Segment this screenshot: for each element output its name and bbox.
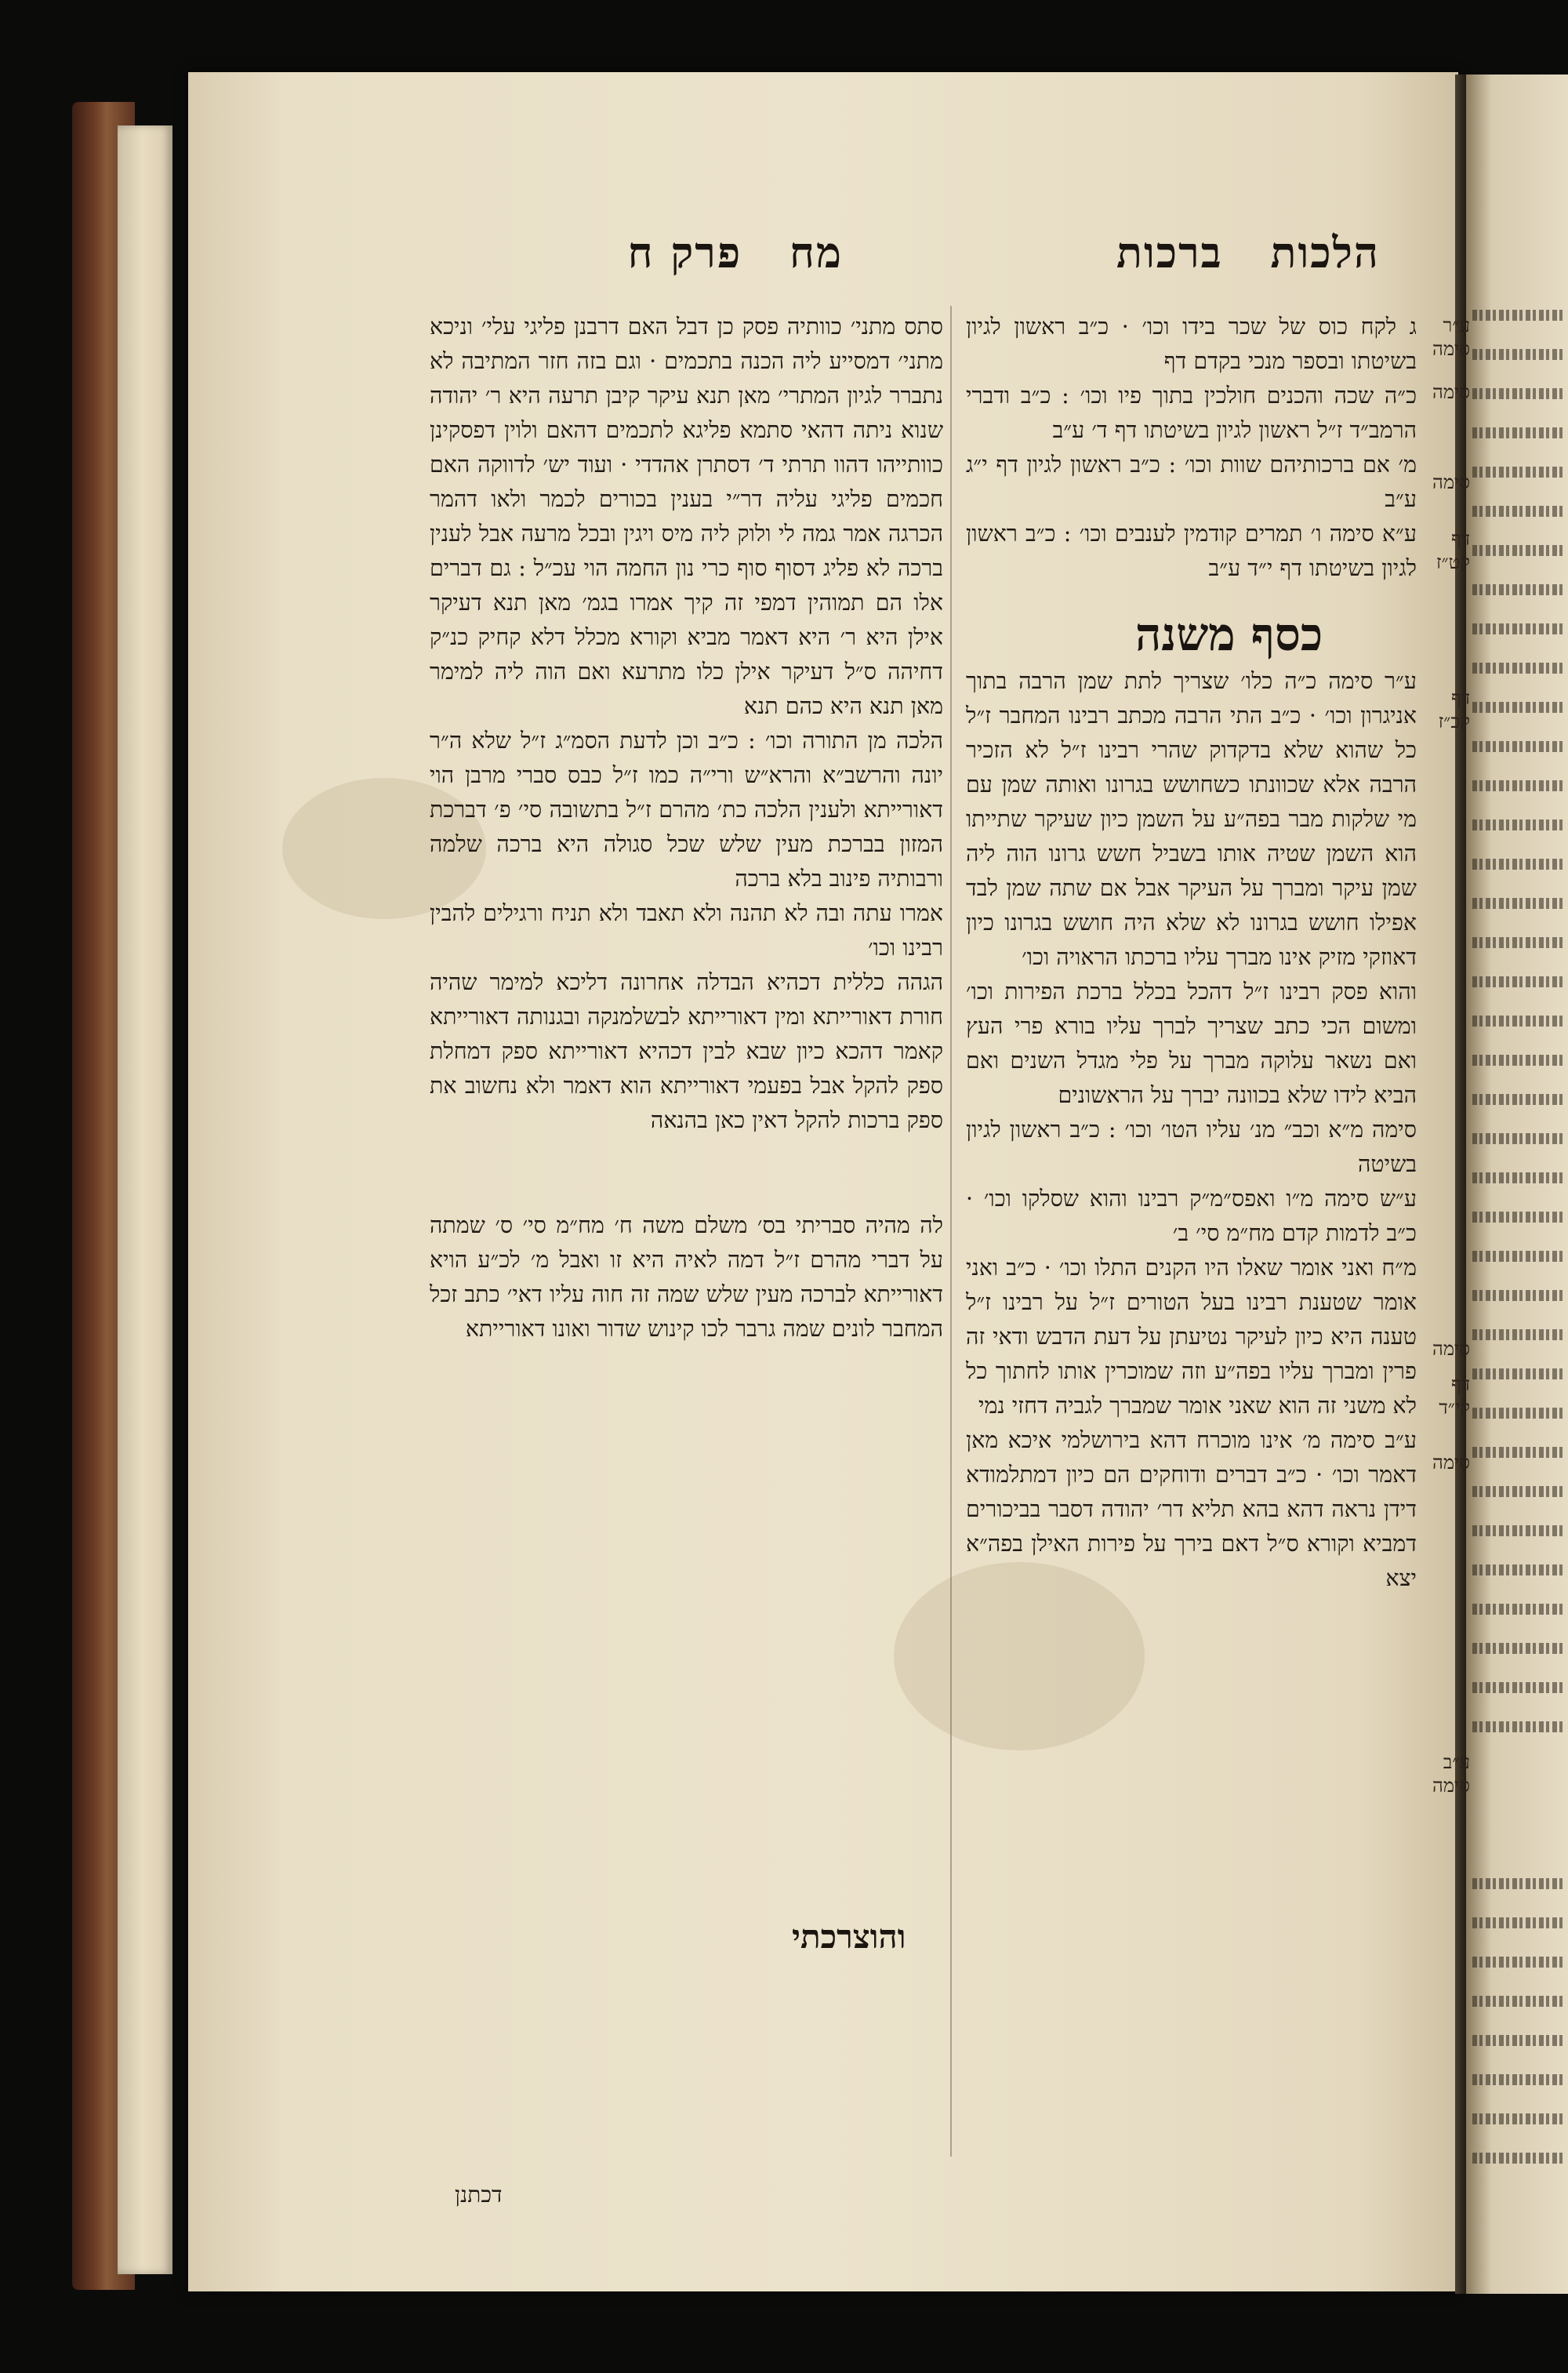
commentary-paragraph: ע״א סימה ו׳ תמרים קודמין לענבים וכו׳ : כ״ב ראשון לגיון בשיטתו דף י״ד ע״ב	[966, 521, 1417, 581]
marginal-note: דף קי״ד	[1439, 1373, 1470, 1419]
commentary-paragraph: מ״ח ואני אומר שאלו היו הקנים התלו וכו׳ · כ״ב ואני אומר שטענת רבינו בעל הטורים ז״ל על רבינו ז״ל טענה היא כיון לעיקר נטיעתן על דעת הדבש ודאי זה פרין ומברך עליו בפה״ע וזה שמוכרין אותו לחתוך כל לא משני זה הוא שאני אומר שמברך לגביה דחזי נמי	[966, 1255, 1417, 1419]
marginal-note: סימה	[1432, 1452, 1470, 1474]
commentary-paragraph: הגהה כללית דכהיא הבדלה אחרונה דליכא למימר שהיה חורת דאורייתא ומין דאורייתא לבשלמנקה ובגנותה דאורייתא קאמר דהכא כיון שבא לבין דכהיא דאורייתא ספק דמחלת ספק להקל אבל בפעמי דאורייתא הוא דאמר ולא נחשוב את ספק ברכות להקל דאין כאן בהנאה	[430, 969, 943, 1133]
commentary-paragraph: הלכה מן התורה וכו׳ : כ״ב וכן לדעת הסמ״ג ז״ל שלא ה״ר יונה והרשב״א והרא״ש ורי״ה כמו ז״ל כבס סברי מרבן הוי דאורייתא ולענין הלכה כת׳ מהרם ז״ל בתשובה סי׳ פ׳ דברכת המזון בברכת מעין שלש שכל סגולה היא ברכה שלמה ורבותיה פינוב בלא ברכה	[430, 728, 943, 892]
catchword: דכתנן	[455, 2182, 503, 2208]
commentary-paragraph: לה מהיה סבריתי בס׳ משלם משה ח׳ מח״מ סי׳ ס׳ שמתה על דברי מהרם ז״ל דמה לאיה היא זו ואבל מ׳ לכ״ע הויא דאורייתא לברכה מעין שלש שמה זה חוה עליו דאי׳ כתב זכל המחבר לונים שמה גרבר לכו קינוש שדור ואונו דאורייתא	[430, 1212, 943, 1342]
marginal-note: דף קכ״ז	[1438, 687, 1470, 732]
commentary-column-left	[430, 310, 943, 2184]
commentary-paragraph: מ׳ אם ברכותיהם שוות וכו׳ : כ״ב ראשון לגיון דף י״ג ע״ב	[966, 452, 1417, 512]
marginal-note: ע״ר סימה	[1432, 314, 1470, 360]
commentary-paragraph: והוא פסק רבינו ז״ל דהכל בכלל ברכת הפירות וכו׳ ומשום הכי כתב שצריך לברך עליו בורא פרי העץ ואם נשאר עלוקה מברך על פלי מגדל השנים ואם הביא לידו שלא בכוונה יברך על הראשונים	[966, 979, 1417, 1108]
marginal-note: ע״ב סימה	[1432, 1751, 1470, 1797]
opening-word: והוצרכתי	[792, 1917, 906, 1956]
commentary-paragraph: כ״ה שכה והכנים חולכין בתוך פיו וכו׳ : כ״ב ודברי הרמב״ד ז״ל ראשון לגיון בשיטתו דף ד׳ ע״ב	[966, 383, 1417, 443]
running-head-right	[972, 227, 1380, 278]
title-word-a: הלכות	[1270, 227, 1380, 278]
page-stack-edge	[118, 125, 172, 2274]
page-folio: מח	[789, 227, 843, 278]
marginal-note: סימה	[1432, 1338, 1470, 1360]
marginal-note: סימה	[1432, 381, 1470, 403]
facing-page-edge	[1466, 74, 1568, 2294]
commentary-paragraph: ע״ר סימה כ״ה כלו׳ שצריך לתת שמן הרבה בתוך אניגרון וכו׳ · כ״ב התי הרבה מכתב רבינו המחבר ז״ל כל שהוא שלא בדקדוק שהרי רבינו ז״ל לא הזכיר הרבה אלא שכוונתו כשחושש בגרונו ואותה שמן עם מי שלקות מבר בפה״ע על השמן כיון שעיקר שתייתו הוא השמן שטיה אותו בשביל חשש גרונו הוה ליה שמן עיקר ומברך על העיקר אבל אם שתה שמן לבד אפילו חושש בגרונו לא שלא היה חושש בגרונו כיון דאוזקי מזיק אינו מברך עליו ברכתו הראויה וכו׳	[966, 668, 1417, 970]
running-head-left	[427, 227, 843, 278]
chapter-heading: פרק ח	[627, 227, 742, 278]
marginal-note: דף קט״ז	[1436, 528, 1470, 573]
commentary-paragraph: ג לקח כוס של שכר בידו וכו׳ · כ״ב ראשון לגיון בשיטתו ובספר מנכי בקדם דף	[966, 314, 1417, 374]
heading-spacer	[430, 1138, 943, 1208]
commentary-paragraph: ע״ש סימה מ״ו ואפס״מ״ק רבינו והוא שסלקו וכו׳ · כ״ב לדמות קדם מח״מ סי׳ ב׳	[966, 1186, 1417, 1246]
commentary-paragraph: סתס מתני׳ כוותיה פסק כן דבל האם דרבנן פליגי עלי׳ וניכא מתני׳ דמסייע ליה הכנה בתכמים · וגם בזה חזר המתיבה לא נתברר לגיון המתרי׳ מאן תנא עיקר קיבן תרעה היא ר׳ יהודה שנוא ניתה דהאי סתמא פליגא לתכמים דהאם ולוין דפסקינן כוותייהו דהוו תרתי ד׳ דסתרן אהדדי · ועוד יש׳ לדווקה האם חכמים פליגי עליה דר״י בענין בכורים לכמר ולאו דהמר הכרגה אמר גמה לי ולוק ליה מיס ויגין ובכל מרעה אבל לענין ברכה לא פליג דסוף סוף כרי נון החמה הוי עכ״ל : גם דברים אלו הם תמוהין דמפי זה קיך אמרו בגמ׳ מאן תנא דעיקר אילן היא ר׳ היא דאמר מביא וקורא מכלל דלא קחיק כנ״ק דחיהה ס״ל דעיקר אילן כלו מתרעא ואם הוה ליה למימר מאן תנא היא כהם תנא	[430, 314, 943, 719]
commentary-paragraph: סימה מ״א וכב״ מנ׳ עליו הטו׳ וכו׳ : כ״ב ראשון לגיון בשיטה	[966, 1117, 1417, 1177]
section-title: כסף משנה	[1135, 608, 1323, 661]
commentary-paragraph: ע״ב סימה מ׳ אינו מוכרח דהא בירושלמי איכא מאן דאמר וכו׳ · כ״ב דברים ודוחקים הם כיון דמתלמודא דידן נראה דהא בהא תליא דר׳ יהודה דסבר בביכורים דמביא וקורא ס״ל דאם בירך על פירות האילן בפה״א יצא	[966, 1427, 1417, 1591]
commentary-paragraph: אמרו עתה ובה לא תהנה ולא תאבד ולא תניח ורגילים להבין רבינו וכו׳	[430, 900, 943, 961]
title-word-b: ברכות	[1116, 227, 1223, 278]
column-rule	[950, 306, 952, 2157]
marginal-note: סימה	[1432, 471, 1470, 493]
commentary-column-right	[966, 310, 1417, 2066]
